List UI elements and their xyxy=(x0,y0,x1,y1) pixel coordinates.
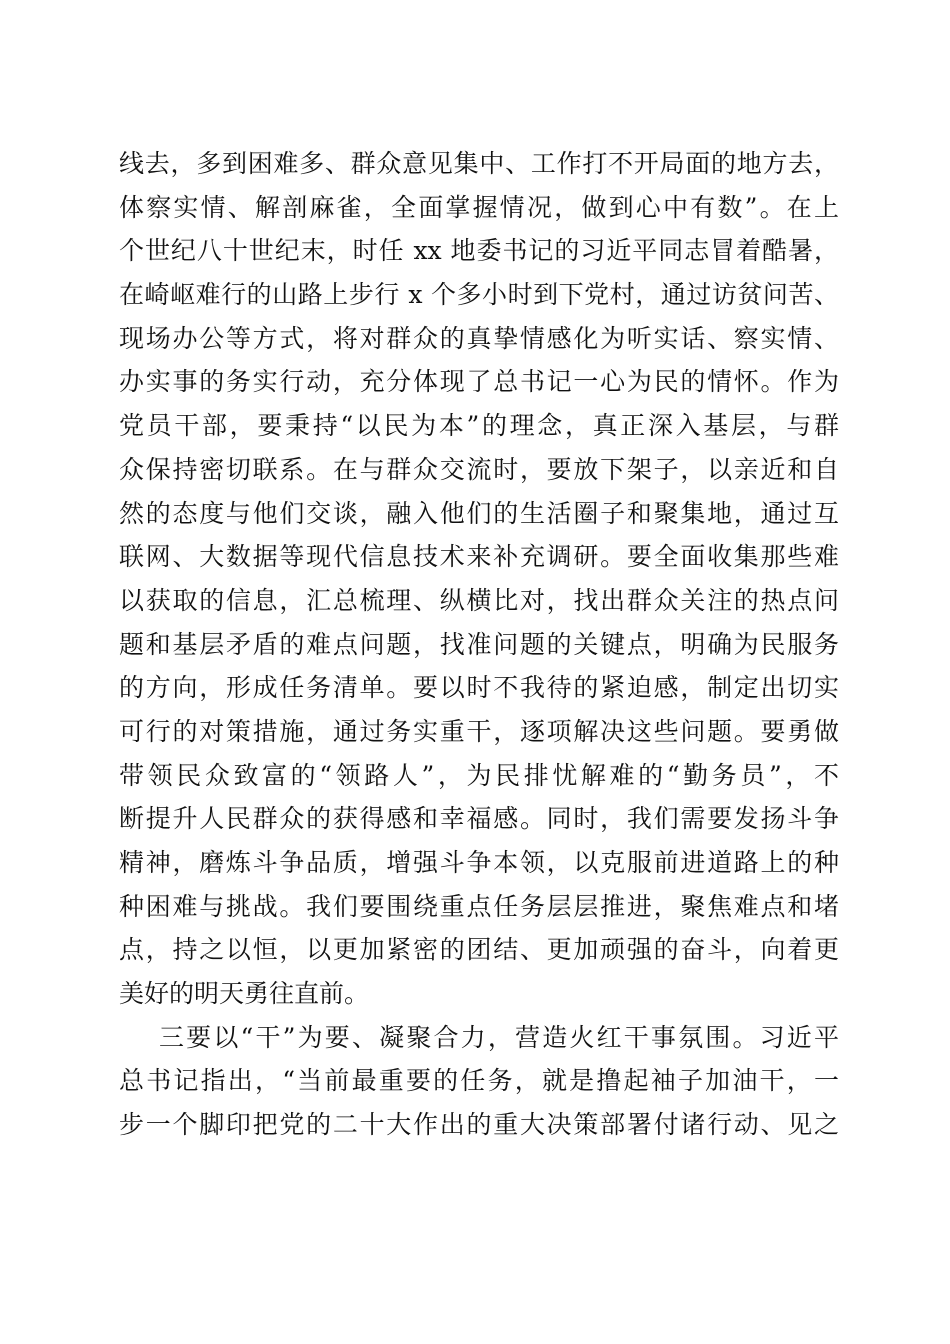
paragraph-2 xyxy=(119,1016,839,1147)
paragraph-line: 众保持密切联系。在与群众交流时，要放下架子，以亲近和自 xyxy=(119,454,839,484)
paragraph-line: 在崎岖难行的山路上步行 x 个多小时到下党村，通过访贫问苦、 xyxy=(119,280,839,310)
paragraph-line: 然的态度与他们交谈，融入他们的生活圈子和聚集地，通过互 xyxy=(119,498,839,528)
paragraph-line: 党员干部，要秉持“以民为本”的理念，真正深入基层，与群 xyxy=(119,411,839,441)
paragraph-line: 断提升人民群众的获得感和幸福感。同时，我们需要发扬斗争 xyxy=(119,804,839,834)
paragraph-line: 美好的明天勇往直前。 xyxy=(119,979,370,1009)
paragraph-line: 精神，磨炼斗争品质，增强斗争本领，以克服前进道路上的种 xyxy=(119,848,839,877)
paragraph-line: 办实事的务实行动，充分体现了总书记一心为民的情怀。作为 xyxy=(119,367,839,397)
paragraph-line: 点，持之以恒，以更加紧密的团结、更加顽强的奋斗，向着更 xyxy=(119,935,839,965)
paragraph-line: 联网、大数据等现代信息技术来补充调研。要全面收集那些难 xyxy=(119,542,839,572)
paragraph-line: 步一个脚印把党的二十大作出的重大决策部署付诸行动、见之 xyxy=(119,1110,839,1140)
paragraph-1 xyxy=(119,142,839,1016)
paragraph-line: 体察实情、解剖麻雀，全面掌握情况，做到心中有数”。在上 xyxy=(119,192,839,222)
paragraph-line: 的方向，形成任务清单。要以时不我待的紧迫感，制定出切实 xyxy=(119,673,839,703)
paragraph-line: 题和基层矛盾的难点问题，找准问题的关键点，明确为民服务 xyxy=(119,629,839,659)
paragraph-line: 带领民众致富的“领路人”，为民排忧解难的“勤务员”，不 xyxy=(119,760,839,790)
paragraph-line: 总书记指出，“当前最重要的任务，就是撸起袖子加油干，一 xyxy=(119,1066,839,1096)
paragraph-line: 种困难与挑战。我们要围绕重点任务层层推进，聚焦难点和堵 xyxy=(119,891,839,921)
document-body xyxy=(119,142,839,1147)
paragraph-line: 线去，多到困难多、群众意见集中、工作打不开局面的地方去， xyxy=(119,149,839,178)
paragraph-line: 现场办公等方式，将对群众的真挚情感化为听实话、察实情、 xyxy=(119,323,839,353)
paragraph-line: 可行的对策措施，通过务实重干，逐项解决这些问题。要勇做 xyxy=(119,716,839,746)
paragraph-line: 三要以“干”为要、凝聚合力，营造火红干事氛围。习近平 xyxy=(159,1022,839,1052)
paragraph-line: 个世纪八十世纪末，时任 xx 地委书记的习近平同志冒着酷暑， xyxy=(119,236,839,266)
paragraph-line: 以获取的信息，汇总梳理、纵横比对，找出群众关注的热点问 xyxy=(119,585,839,615)
